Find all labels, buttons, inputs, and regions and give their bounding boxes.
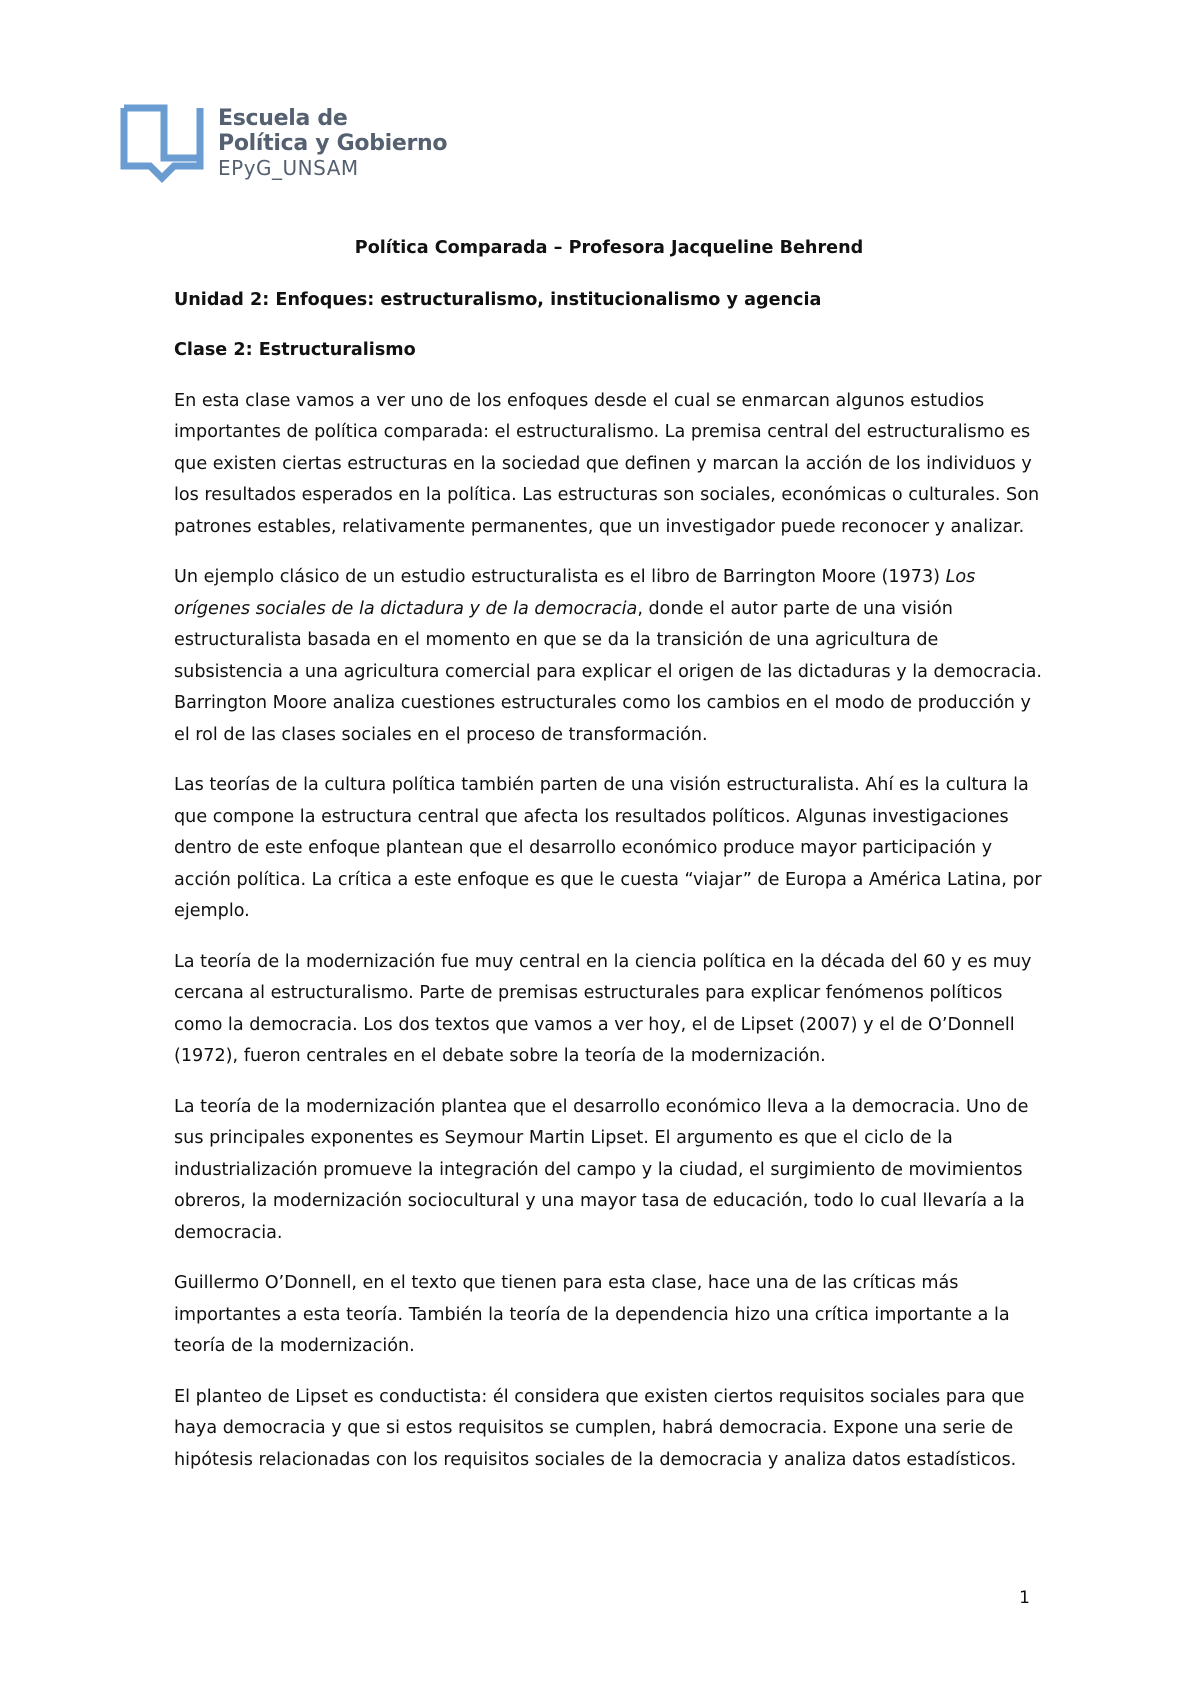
book-title: Los orígenes sociales de la dictadura y de la democracia <box>174 567 976 619</box>
paragraph-6: Guillermo O’Donnell, en el texto que tienen para esta clase, hace una de las críticas más importantes a esta teoría. También la teoría de la dependencia hizo una crítica importante a la teoría de la modernización. <box>174 1273 1010 1356</box>
paragraph-5: La teoría de la modernización plantea que el desarrollo económico lleva a la democracia. Uno de sus principales exponentes es Seymour Martin Lipset. El argumento es que el ciclo de la industrialización promueve la integración del campo y la ciudad, el surgimiento de movimientos obreros, la modernización sociocultural y una mayor tasa de educación, todo lo cual llevaría a la democracia. <box>174 1096 1029 1243</box>
paragraph-3: Las teorías de la cultura política también parten de una visión estructuralista. Ahí es la cultura la que compone la estructura central que afecta los resultados políticos. Algunas investigaciones dentro de este enfoque plantean que el desarrollo económico produce mayor participación y acción política. La crítica a este enfoque es que le cuesta “viajar” de Europa a América Latina, por ejemplo. <box>174 775 1042 921</box>
paragraph-2 <box>174 562 1044 751</box>
document-title: Política Comparada – Profesora Jacqueline Behrend <box>354 238 864 258</box>
paragraph-1: En esta clase vamos a ver uno de los enfoques desde el cual se enmarcan algunos estudios importantes de política comparada: el estructuralismo. La premisa central del estructuralismo es que existen ciertas estructuras en la sociedad que definen y marcan la acción de los individuos y los resultados esperados en la política. Las estructuras son sociales, económicas o culturales. Son patrones estables, relativamente permanentes, que un investigador puede reconocer y analizar. <box>174 390 1040 537</box>
document-body <box>174 233 1044 1495</box>
unit-heading: Unidad 2: Enfoques: estructuralismo, institucionalismo y agencia <box>174 289 822 310</box>
logo-line-1: Escuela de <box>218 106 348 131</box>
class-heading: Clase 2: Estructuralismo <box>174 340 416 360</box>
logo-line-2: Política y Gobierno <box>218 131 448 156</box>
paragraph-4: La teoría de la modernización fue muy central en la ciencia política en la década del 60 y es muy cercana al estructuralismo. Parte de premisas estructurales para explicar fenómenos políticos como la democracia. Los dos textos que vamos a ver hoy, el de Lipset (2007) y el de O’Donnell (1972), fueron centrales en el debate sobre la teoría de la modernización. <box>174 951 1032 1066</box>
page-number: 1 <box>1019 1588 1030 1608</box>
logo-text <box>218 106 447 181</box>
paragraph-2-rest: , donde el autor parte de una visión estructuralista basada en el momento en que se da la transición de una agricultura de subsistencia a una agricultura comercial para explicar el origen de las dictaduras y la democracia. Barrington Moore analiza cuestiones estructurales como los cambios en el modo de producción y el rol de las clases sociales en el proceso de transformación. <box>174 598 1043 745</box>
school-logo <box>118 104 448 184</box>
paragraph-7: El planteo de Lipset es conductista: él considera que existen ciertos requisitos sociales para que haya democracia y que si estos requisitos se cumplen, habrá democracia. Expone una serie de hipótesis relacionadas con los requisitos sociales de la democracia y analiza datos estadísticos. <box>174 1386 1025 1470</box>
paragraph-2-intro: Un ejemplo clásico de un estudio estructuralista es el libro de Barrington Moore (1973) <box>174 567 946 587</box>
book-icon <box>118 104 206 184</box>
logo-line-3: EPyG_UNSAM <box>218 156 359 180</box>
